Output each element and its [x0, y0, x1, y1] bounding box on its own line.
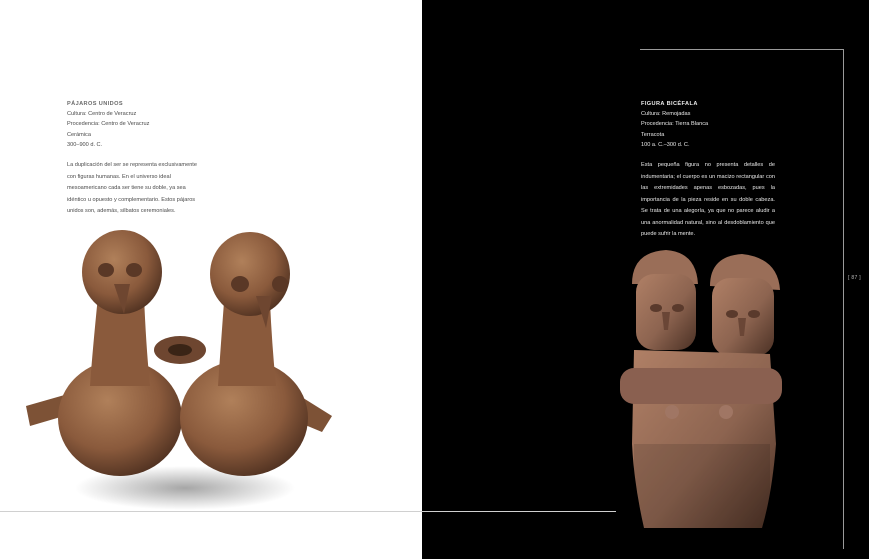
caption-left-origin: Procedencia: Centro de Veracruz: [67, 121, 150, 128]
two-headed-figure-image: [612, 244, 790, 534]
caption-right: [641, 99, 775, 241]
caption-right-description: Esta pequeña figura no presenta detalles de indumentaria; el cuerpo es un macizo rectangular con las extremidades apenas esbozadas, pues la importancia de la pieza reside en su doble cabeza. Se trata de una alegoría, ya que no parece aludir a una anormalidad natural, sino al desdoblamiento que puede sufrir la mente.: [641, 162, 775, 238]
caption-left-title: PÁJAROS UNIDOS: [67, 101, 123, 107]
caption-right-title: FIGURA BICÉFALA: [641, 101, 698, 107]
frame-rule-top: [640, 49, 843, 50]
caption-right-culture: Cultura: Remojadas: [641, 111, 691, 118]
caption-left-culture: Cultura: Centro de Veracruz: [67, 111, 137, 118]
caption-left-material: Cerámica: [67, 131, 91, 138]
caption-right-material: Terracota: [641, 131, 665, 138]
caption-left: [67, 99, 204, 218]
page-number: [ 87 ]: [848, 275, 861, 281]
caption-left-description: La duplicación del ser se representa exclusivamente con figuras humanas. En el universo ideal mesoamericano cada ser tiene su doble, ya sea idéntico u opuesto y complementario. Estos pájaros unidos son, además, silbatos ceremoniales.: [67, 162, 197, 215]
caption-right-origin: Procedencia: Tierra Blanca: [641, 121, 709, 128]
joined-birds-image: [20, 226, 336, 516]
frame-rule-side: [843, 49, 844, 549]
caption-right-date: 100 a. C.–300 d. C.: [641, 141, 690, 148]
caption-left-date: 300–900 d. C.: [67, 141, 103, 148]
